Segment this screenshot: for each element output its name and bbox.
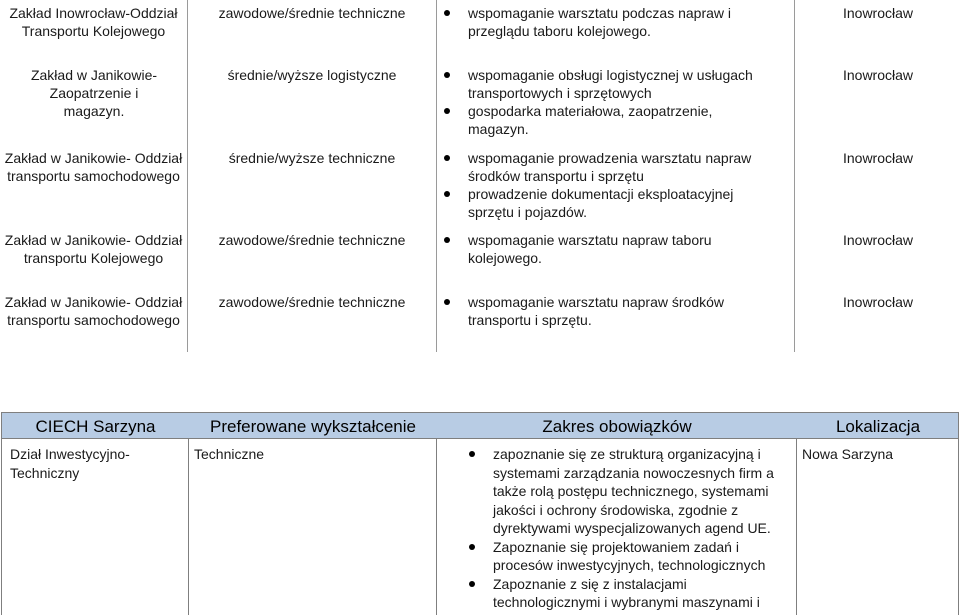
- duties-list: [468, 66, 768, 138]
- duty-item: wspomaganie warsztatu napraw środków transportu i sprzętu.: [468, 293, 753, 329]
- header-location: Lokalizacja: [835, 417, 921, 436]
- location: Inowrocław: [842, 5, 914, 21]
- duties-list: [468, 4, 758, 40]
- table-header: [1, 412, 959, 439]
- unit-name: Zakład w Janikowie- Oddział transportu Kolejowego: [4, 232, 183, 266]
- location: Inowrocław: [842, 150, 914, 166]
- education-requirement: średnie/wyższe logistyczne: [227, 67, 397, 83]
- duty-item: Zapoznanie z się z instalacjami technologicznymi i wybranymi maszynami i: [493, 575, 778, 612]
- education-requirement: zawodowe/średnie techniczne: [218, 232, 406, 248]
- duties-list: [468, 149, 768, 221]
- header-duties: Zakres obowiązków: [542, 417, 692, 436]
- unit-name: Zakład Inowrocław-Oddział Transportu Kolejowego: [9, 5, 178, 39]
- education-requirement: Techniczne: [194, 446, 265, 462]
- duty-item: wspomaganie obsługi logistycznej w usługach transportowych i sprzętowych: [468, 66, 768, 102]
- location: Inowrocław: [842, 232, 914, 248]
- unit-name: Zakład w Janikowie- Zaopatrzenie i magazyn.: [30, 67, 158, 119]
- header-company: CIECH Sarzyna: [35, 417, 156, 436]
- duties-list: [468, 231, 728, 267]
- location: Nowa Sarzyna: [802, 446, 894, 462]
- education-requirement: zawodowe/średnie techniczne: [218, 294, 406, 310]
- column-divider: [796, 439, 797, 615]
- education-requirement: średnie/wyższe techniczne: [228, 150, 396, 166]
- duty-item: wspomaganie warsztatu podczas napraw i przeglądu taboru kolejowego.: [468, 4, 758, 40]
- column-divider: [794, 0, 795, 352]
- location: Inowrocław: [842, 67, 914, 83]
- duty-item: zapoznanie się ze strukturą organizacyjną i systemami zarządzania nowoczesnych firm a także rolą postępu technicznego, systemami jakości i ochrony środowiska, zgodnie z dyrektywami wyspecjalizowanych agend UE.: [493, 445, 778, 538]
- unit-name: Zakład w Janikowie- Oddział transportu samochodowego: [4, 294, 183, 328]
- column-divider: [188, 439, 189, 615]
- column-divider: [1, 439, 2, 615]
- duty-item: wspomaganie warsztatu napraw taboru kolejowego.: [468, 231, 728, 267]
- duty-item: prowadzenie dokumentacji eksploatacyjnej sprzętu i pojazdów.: [468, 185, 768, 221]
- duty-item: gospodarka materiałowa, zaopatrzenie, magazyn.: [468, 102, 768, 138]
- education-requirement: zawodowe/średnie techniczne: [218, 5, 406, 21]
- column-divider: [958, 439, 959, 615]
- duties-list: [468, 293, 753, 329]
- column-divider: [436, 439, 437, 615]
- duties-list: [493, 445, 778, 612]
- column-divider: [436, 0, 437, 352]
- location: Inowrocław: [842, 294, 914, 310]
- duty-item: wspomaganie prowadzenia warsztatu napraw środków transportu i sprzętu: [468, 149, 768, 185]
- unit-name: Zakład w Janikowie- Oddział transportu samochodowego: [4, 150, 183, 184]
- ciech-sarzyna-table: [1, 412, 959, 615]
- header-education: Preferowane wykształcenie: [210, 417, 416, 436]
- duty-item: Zapoznanie się projektowaniem zadań i procesów inwestycyjnych, technologicznych: [493, 538, 778, 575]
- unit-name: Dział Inwestycyjno-Techniczny: [10, 446, 130, 481]
